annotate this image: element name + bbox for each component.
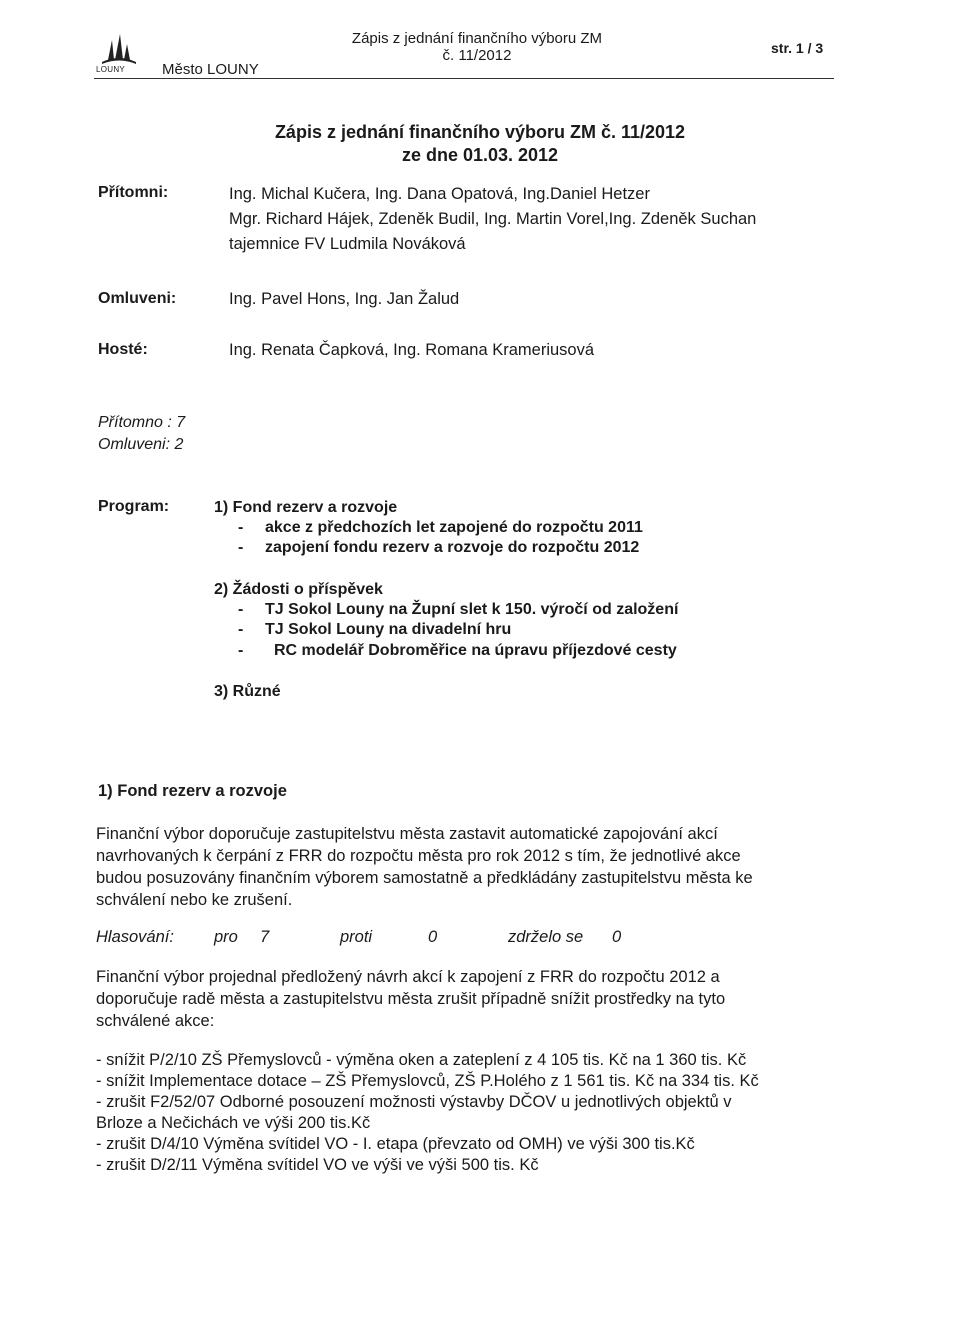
list-item: - zrušit F2/52/07 Odborné posouzení možnosti výstavby DČOV u jednotlivých objektů v — [96, 1093, 732, 1111]
header-title — [347, 30, 607, 64]
guests-label: Hosté: — [98, 341, 148, 358]
guests-list: Ing. Renata Čapková, Ing. Romana Krameriusová — [229, 341, 595, 359]
vote-pro-label: pro — [214, 928, 238, 946]
logo-caption: LOUNY — [96, 65, 126, 74]
document-title-main: Zápis z jednání finančního výboru ZM č. 11/2012 — [274, 122, 686, 142]
program-subitem: - TJ Sokol Louny na divadelní hru — [238, 621, 512, 638]
paragraph-line: Finanční výbor doporučuje zastupitelstvu města zastavit automatické zapojování akcí — [96, 825, 718, 843]
program-item-3: 3) Různé — [214, 683, 281, 700]
program-subitem: - RC modelář Dobroměřice na úpravu příjezdové cesty — [238, 642, 677, 659]
list-item: - snížit Implementace dotace – ZŠ Přemyslovců, ZŠ P.Holého z 1 561 tis. Kč na 334 tis. Kč — [96, 1072, 759, 1090]
program-item-2: 2) Žádosti o příspěvek — [214, 581, 383, 598]
paragraph-line: doporučuje radě města a zastupitelstvu města zrušit případně snížit prostředky na tyto — [96, 990, 726, 1008]
present-label: Přítomni: — [98, 184, 169, 201]
paragraph-line: Finanční výbor projednal předložený návrh akcí k zapojení z FRR do rozpočtu 2012 a — [96, 968, 720, 986]
header-divider — [94, 78, 834, 79]
vote-against-count: 0 — [428, 928, 438, 946]
present-list — [229, 182, 756, 257]
paragraph-line: budou posuzovány finančním výborem samostatně a předkládány zastupitelstvu města ke — [96, 869, 753, 887]
header-title-line2: č. 11/2012 — [442, 47, 512, 64]
present-line: Ing. Michal Kučera, Ing. Dana Opatová, Ing.Daniel Hetzer — [229, 185, 650, 203]
program-subitem-text: TJ Sokol Louny na divadelní hru — [265, 621, 512, 638]
excused-count: Omluveni: 2 — [98, 436, 184, 453]
list-item: Brloze a Nečichách ve výši 200 tis.Kč — [96, 1114, 371, 1132]
vote-label: Hlasování: — [96, 928, 174, 946]
header-city: Město LOUNY — [162, 61, 259, 78]
program-subitem-text: akce z předchozích let zapojené do rozpočtu 2011 — [265, 519, 643, 536]
program-subitem: - akce z předchozích let zapojené do rozpočtu 2011 — [238, 519, 643, 536]
program-label: Program: — [98, 498, 170, 515]
document-title — [150, 121, 810, 167]
excused-label: Omluveni: — [98, 290, 177, 307]
proposal-paragraph — [96, 966, 856, 1032]
section-heading: 1) Fond rezerv a rozvoje — [98, 782, 287, 800]
program-subitem-text: zapojení fondu rezerv a rozvoje do rozpočtu 2012 — [265, 539, 640, 556]
recommendation-paragraph — [96, 823, 856, 911]
list-item: - snížit P/2/10 ZŠ Přemyslovců - výměna oken a zateplení z 4 105 tis. Kč na 1 360 tis. Kč — [96, 1051, 747, 1069]
vote-abstain-count: 0 — [612, 928, 622, 946]
paragraph-line: navrhovaných k čerpání z FRR do rozpočtu města pro rok 2012 s tím, že jednotlivé akce — [96, 847, 741, 865]
program-subitem-text: RC modelář Dobroměřice na úpravu příjezdové cesty — [274, 642, 677, 659]
paragraph-line: schválené akce: — [96, 1012, 215, 1030]
paragraph-line: schválení nebo ke zrušení. — [96, 891, 293, 909]
town-logo-icon — [96, 30, 142, 70]
action-list — [96, 1050, 856, 1176]
vote-pro-count: 7 — [260, 928, 270, 946]
vote-abstain-label: zdrželo se — [508, 928, 584, 946]
list-item: - zrušit D/4/10 Výměna svítidel VO - I. etapa (převzato od OMH) ve výši 300 tis.Kč — [96, 1135, 695, 1153]
excused-list: Ing. Pavel Hons, Ing. Jan Žalud — [229, 290, 460, 308]
vote-result — [0, 928, 960, 952]
program-subitem-text: TJ Sokol Louny na Župní slet k 150. výročí od založení — [265, 601, 679, 618]
list-item: - zrušit D/2/11 Výměna svítidel VO ve výši ve výši 500 tis. Kč — [96, 1156, 539, 1174]
vote-against-label: proti — [340, 928, 373, 946]
program-subitem: - zapojení fondu rezerv a rozvoje do rozpočtu 2012 — [238, 539, 640, 556]
program-item-1: 1) Fond rezerv a rozvoje — [214, 499, 398, 516]
program-subitem: - TJ Sokol Louny na Župní slet k 150. výročí od založení — [238, 601, 679, 618]
present-line: Mgr. Richard Hájek, Zdeněk Budil, Ing. Martin Vorel,Ing. Zdeněk Suchan — [229, 210, 757, 228]
page-number: str. 1 / 3 — [771, 40, 824, 56]
header-title-line1: Zápis z jednání finančního výboru ZM — [351, 30, 603, 47]
present-line: tajemnice FV Ludmila Nováková — [229, 235, 466, 253]
document-date: ze dne 01.03. 2012 — [401, 145, 559, 165]
present-count: Přítomno : 7 — [98, 414, 186, 431]
